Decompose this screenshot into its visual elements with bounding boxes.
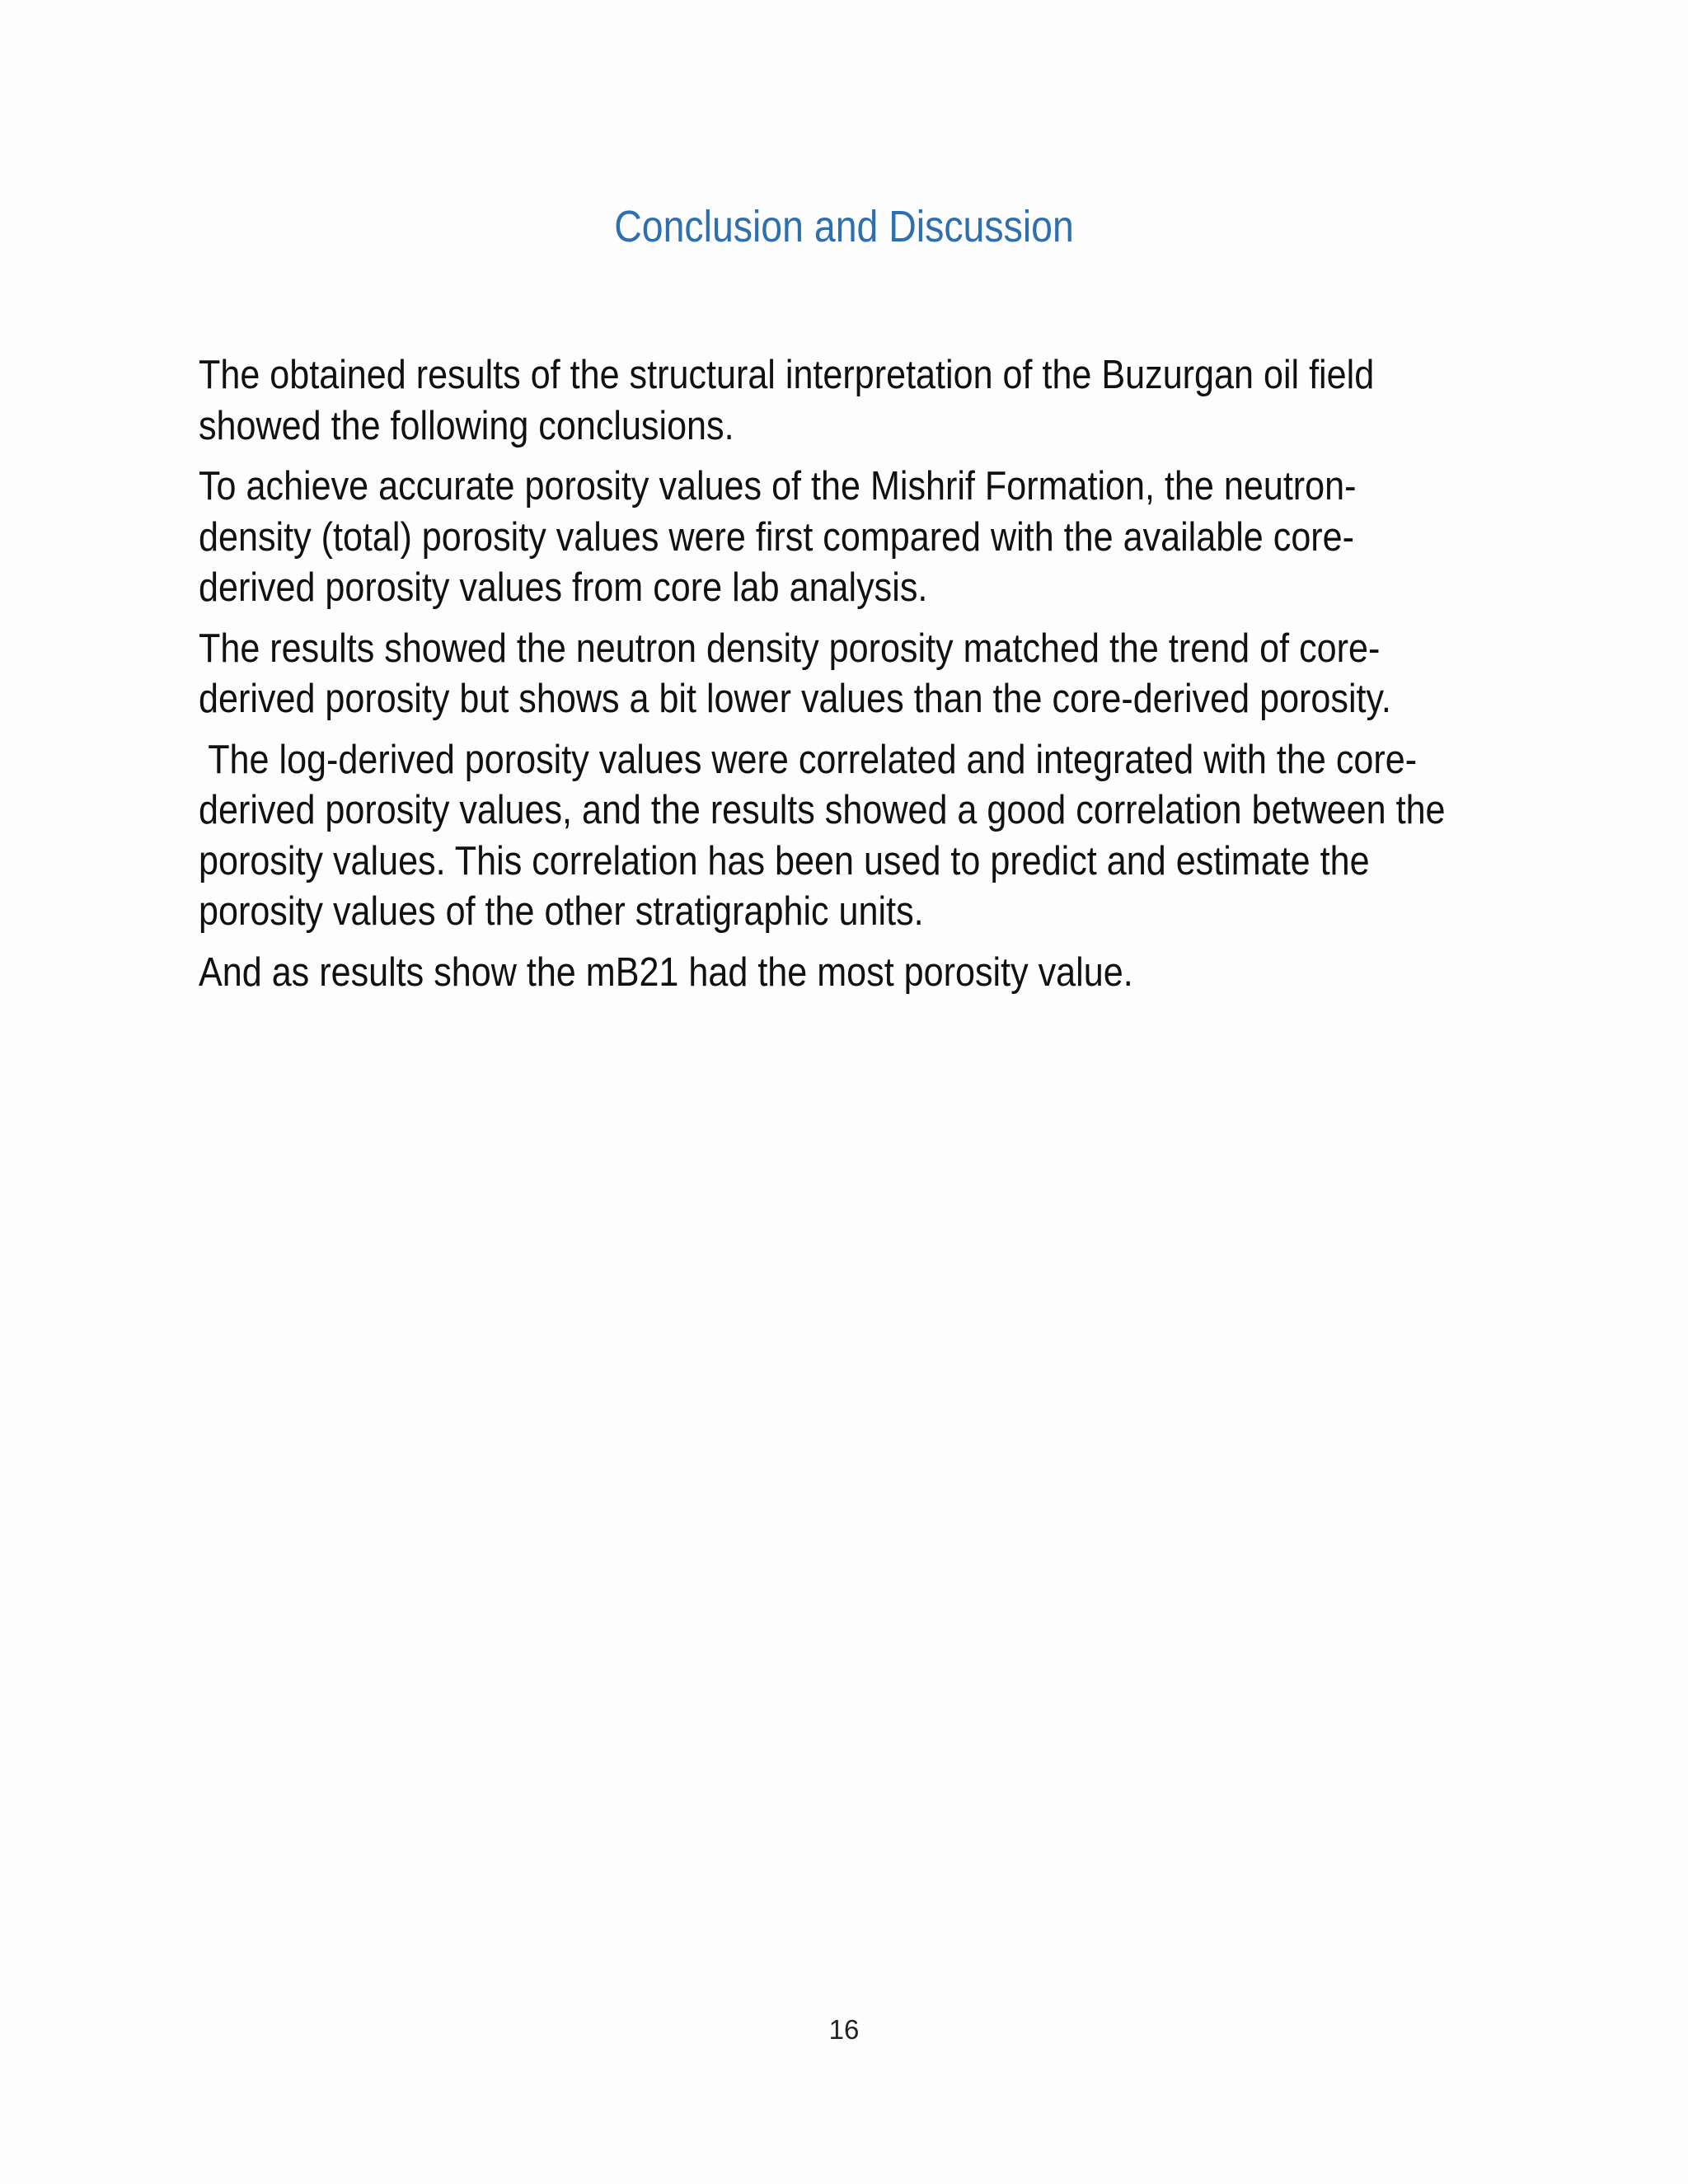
paragraph-line: derived porosity values from core lab analysis. — [199, 565, 928, 610]
paragraph-line: porosity values. This correlation has been used to predict and estimate the — [199, 838, 1370, 883]
paragraph-4 — [199, 735, 1484, 938]
paragraph-line: derived porosity values, and the results showed a good correlation between the — [199, 788, 1446, 832]
paragraph-line: The log-derived porosity values were correlated and integrated with the core- — [199, 737, 1418, 782]
paragraph-line: derived porosity but shows a bit lower values than the core-derived porosity. — [199, 677, 1391, 721]
document-body — [199, 350, 1484, 1008]
section-title: Conclusion and Discussion — [614, 202, 1074, 251]
paragraph-line: The obtained results of the structural interpretation of the Buzurgan oil field — [199, 353, 1375, 397]
paragraph-2 — [199, 462, 1484, 614]
paragraph-line: showed the following conclusions. — [199, 403, 734, 448]
paragraph-line: And as results show the mB21 had the most porosity value. — [199, 949, 1133, 995]
paragraph-line: To achieve accurate porosity values of the Mishrif Formation, the neutron- — [199, 464, 1357, 509]
paragraph-5 — [199, 948, 1484, 999]
paragraph-line: density (total) porosity values were first compared with the available core- — [199, 514, 1355, 560]
page-number: 16 — [828, 2014, 860, 2045]
paragraph-3 — [199, 624, 1484, 725]
paragraph-line: The results showed the neutron density porosity matched the trend of core- — [199, 626, 1381, 671]
paragraph-1 — [199, 350, 1484, 452]
paragraph-line: porosity values of the other stratigraphic units. — [199, 889, 924, 934]
